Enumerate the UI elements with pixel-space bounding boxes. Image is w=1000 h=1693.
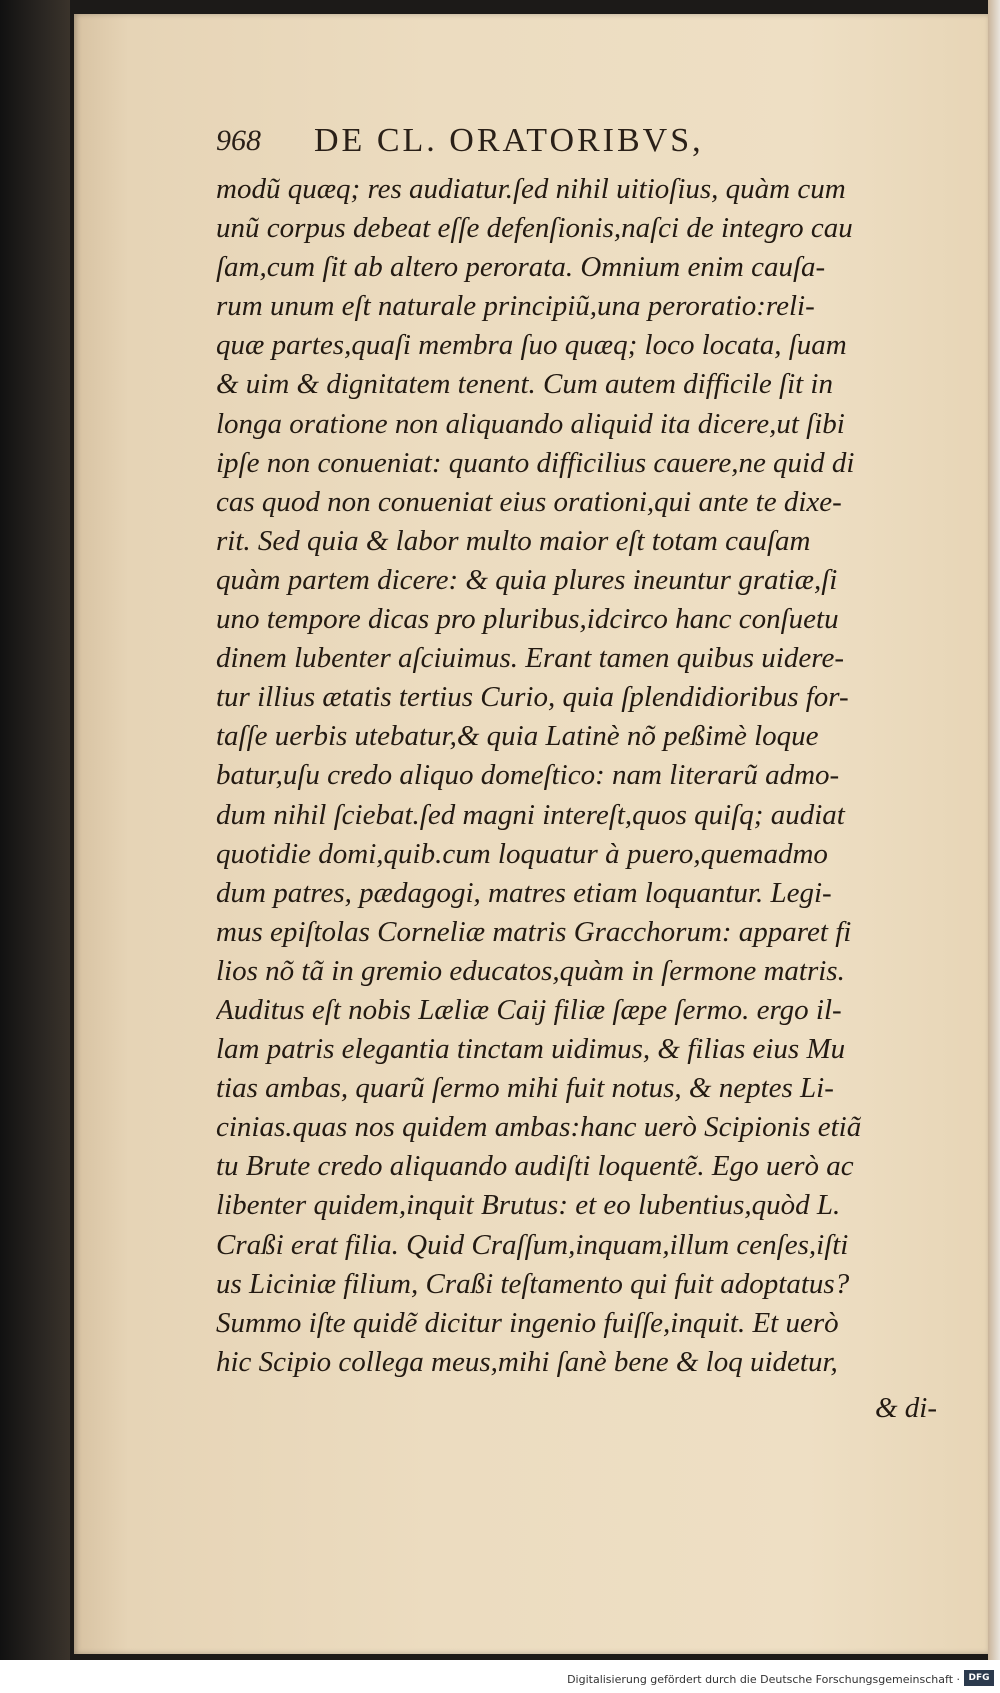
text-line: unũ corpus debeat eſſe defenſionis,naſci de integro cau xyxy=(216,212,853,245)
text-line: quæ partes,quaſi membra ſuo quæq; loco locata, ſuam xyxy=(216,329,847,362)
text-line: dum nihil ſciebat.ſed magni intereſt,quos quiſq; audiat xyxy=(216,798,845,831)
text-line: rit. Sed quia & labor multo maior eſt totam cauſam xyxy=(216,524,811,557)
text-line: quotidie domi,quib.cum loquatur à puero,quemadmo xyxy=(216,837,828,870)
text-line: hic Scipio collega meus,mihi ſanè bene & loq uidetur, xyxy=(216,1345,838,1378)
text-line: Craßi erat filia. Quid Craſſum,inquam,illum cenſes,iſti xyxy=(216,1228,849,1261)
text-line: tur illius ætatis tertius Curio, quia ſplendidioribus for- xyxy=(216,681,849,714)
text-line: modũ quæq; res audiatur.ſed nihil uitioſius, quàm cum xyxy=(216,173,846,205)
text-block xyxy=(216,170,956,1382)
text-line: dum patres, pædagogi, matres etiam loquantur. Legi- xyxy=(216,876,832,909)
text-line: & uim & dignitatem tenent. Cum autem difficile ſit in xyxy=(216,368,833,401)
text-line: cas quod non conueniat eius orationi,qui ante te dixe- xyxy=(216,485,842,518)
text-line: quàm partem dicere: & quia plures ineuntur gratiæ,ſi xyxy=(216,563,838,596)
book-gutter xyxy=(0,0,70,1660)
text-line: dinem lubenter aſciuimus. Erant tamen quibus uidere- xyxy=(216,642,844,675)
text-line: taſſe uerbis utebatur,& quia Latinè nõ peßimè loque xyxy=(216,720,819,753)
page-number: 968 xyxy=(216,124,261,157)
text-line: tu Brute credo aliquando audiſti loquentẽ. Ego uerò ac xyxy=(216,1150,854,1183)
text-line: cinias.quas nos quidem ambas:hanc uerò Scipionis etiã xyxy=(216,1111,862,1144)
text-line: lios nõ tã in gremio educatos,quàm in ſermone matris. xyxy=(216,954,845,987)
page-edge xyxy=(988,0,1000,1660)
text-line: Summo iſte quidẽ dicitur ingenio fuiſſe,inquit. Et uerò xyxy=(216,1306,839,1339)
text-line: libenter quidem,inquit Brutus: et eo lubentius,quòd L. xyxy=(216,1189,841,1222)
text-line: lam patris elegantia tinctam uidimus, & filias eius Mu xyxy=(216,1033,846,1066)
digitization-credit: Digitalisierung gefördert durch die Deutsche Forschungsgemeinschaft · xyxy=(567,1673,960,1686)
page-header xyxy=(216,118,896,172)
text-line: longa oratione non aliquando aliquid ita dicere,ut ſibi xyxy=(216,407,845,440)
text-line: tias ambas, quarũ ſermo mihi fuit notus, & neptes Li- xyxy=(216,1072,834,1105)
text-line: uno tempore dicas pro pluribus,idcirco hanc conſuetu xyxy=(216,603,839,636)
text-line: ſam,cum ſit ab altero perorata. Omnium enim cauſa- xyxy=(216,251,826,284)
text-line: rum unum eſt naturale principiũ,una peroratio:reli- xyxy=(216,290,815,323)
text-line: batur,uſu credo aliquo domeſtico: nam literarũ admo- xyxy=(216,759,840,792)
text-line: ipſe non conueniat: quanto difficilius cauere,ne quid di xyxy=(216,446,855,479)
text-line: Auditus eſt nobis Læliæ Caij filiæ ſæpe ſermo. ergo il- xyxy=(216,993,842,1026)
text-line: mus epiſtolas Corneliæ matris Gracchorum: apparet fi xyxy=(216,915,852,948)
running-title: DE CL. ORATORIBVS, xyxy=(314,122,704,159)
text-line: us Liciniæ filium, Craßi teſtamento qui fuit adoptatus? xyxy=(216,1267,850,1300)
dfg-logo: DFG xyxy=(964,1670,994,1686)
catchword: & di- xyxy=(875,1392,938,1424)
